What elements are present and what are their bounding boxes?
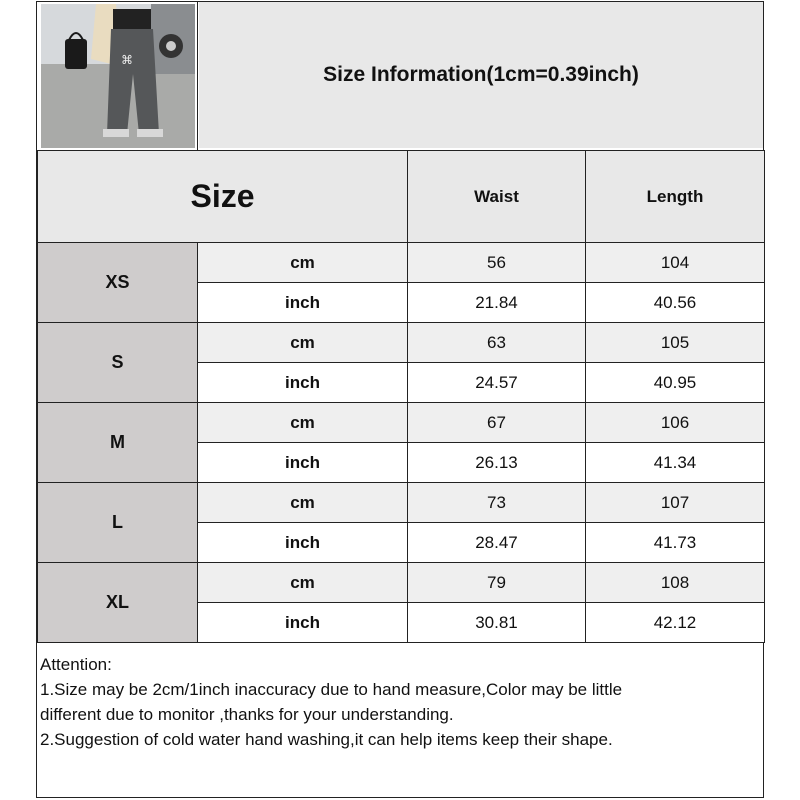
- attention-notes: [40, 652, 760, 752]
- length-inch-cell: 41.34: [586, 443, 765, 483]
- size-name-cell: M: [38, 403, 198, 483]
- unit-cell-cm: cm: [198, 323, 408, 363]
- size-name-cell: S: [38, 323, 198, 403]
- size-column-header: Size: [38, 151, 408, 243]
- length-inch-cell: 40.95: [586, 363, 765, 403]
- table-row: [38, 323, 765, 363]
- size-name-cell: XL: [38, 563, 198, 643]
- size-chart-header: [37, 2, 763, 151]
- length-cm-cell: 105: [586, 323, 765, 363]
- table-row: [38, 563, 765, 603]
- notes-heading: Attention:: [40, 655, 112, 674]
- svg-text:⌘: ⌘: [121, 53, 133, 67]
- waist-inch-cell: 21.84: [408, 283, 586, 323]
- size-name-cell: L: [38, 483, 198, 563]
- waist-cm-cell: 63: [408, 323, 586, 363]
- notes-line: 2.Suggestion of cold water hand washing,it can help items keep their shape.: [40, 730, 613, 749]
- header-divider: [197, 2, 198, 150]
- page-title: Size Information(1cm=0.39inch): [199, 2, 763, 148]
- waist-cm-cell: 73: [408, 483, 586, 523]
- length-cm-cell: 107: [586, 483, 765, 523]
- waist-inch-cell: 28.47: [408, 523, 586, 563]
- waist-inch-cell: 24.57: [408, 363, 586, 403]
- waist-cm-cell: 56: [408, 243, 586, 283]
- unit-cell-inch: inch: [198, 603, 408, 643]
- length-cm-cell: 106: [586, 403, 765, 443]
- table-row: [38, 403, 765, 443]
- table-row: [38, 483, 765, 523]
- waist-inch-cell: 26.13: [408, 443, 586, 483]
- unit-cell-inch: inch: [198, 443, 408, 483]
- length-inch-cell: 42.12: [586, 603, 765, 643]
- table-row: [38, 243, 765, 283]
- size-name-cell: XS: [38, 243, 198, 323]
- notes-line: 1.Size may be 2cm/1inch inaccuracy due to hand measure,Color may be little: [40, 680, 623, 699]
- waist-cm-cell: 79: [408, 563, 586, 603]
- unit-cell-cm: cm: [198, 243, 408, 283]
- unit-cell-cm: cm: [198, 563, 408, 603]
- unit-cell-cm: cm: [198, 403, 408, 443]
- length-column-header: Length: [586, 151, 765, 243]
- length-inch-cell: 41.73: [586, 523, 765, 563]
- size-table: [37, 150, 765, 643]
- waist-column-header: Waist: [408, 151, 586, 243]
- waist-inch-cell: 30.81: [408, 603, 586, 643]
- waist-cm-cell: 67: [408, 403, 586, 443]
- unit-cell-inch: inch: [198, 283, 408, 323]
- product-photo: [41, 4, 195, 148]
- size-chart-frame: [36, 1, 764, 798]
- unit-cell-inch: inch: [198, 523, 408, 563]
- length-cm-cell: 108: [586, 563, 765, 603]
- length-cm-cell: 104: [586, 243, 765, 283]
- product-photo-image: [41, 4, 195, 148]
- unit-cell-inch: inch: [198, 363, 408, 403]
- notes-line: different due to monitor ,thanks for your understanding.: [40, 705, 454, 724]
- length-inch-cell: 40.56: [586, 283, 765, 323]
- table-header-row: [38, 151, 765, 243]
- unit-cell-cm: cm: [198, 483, 408, 523]
